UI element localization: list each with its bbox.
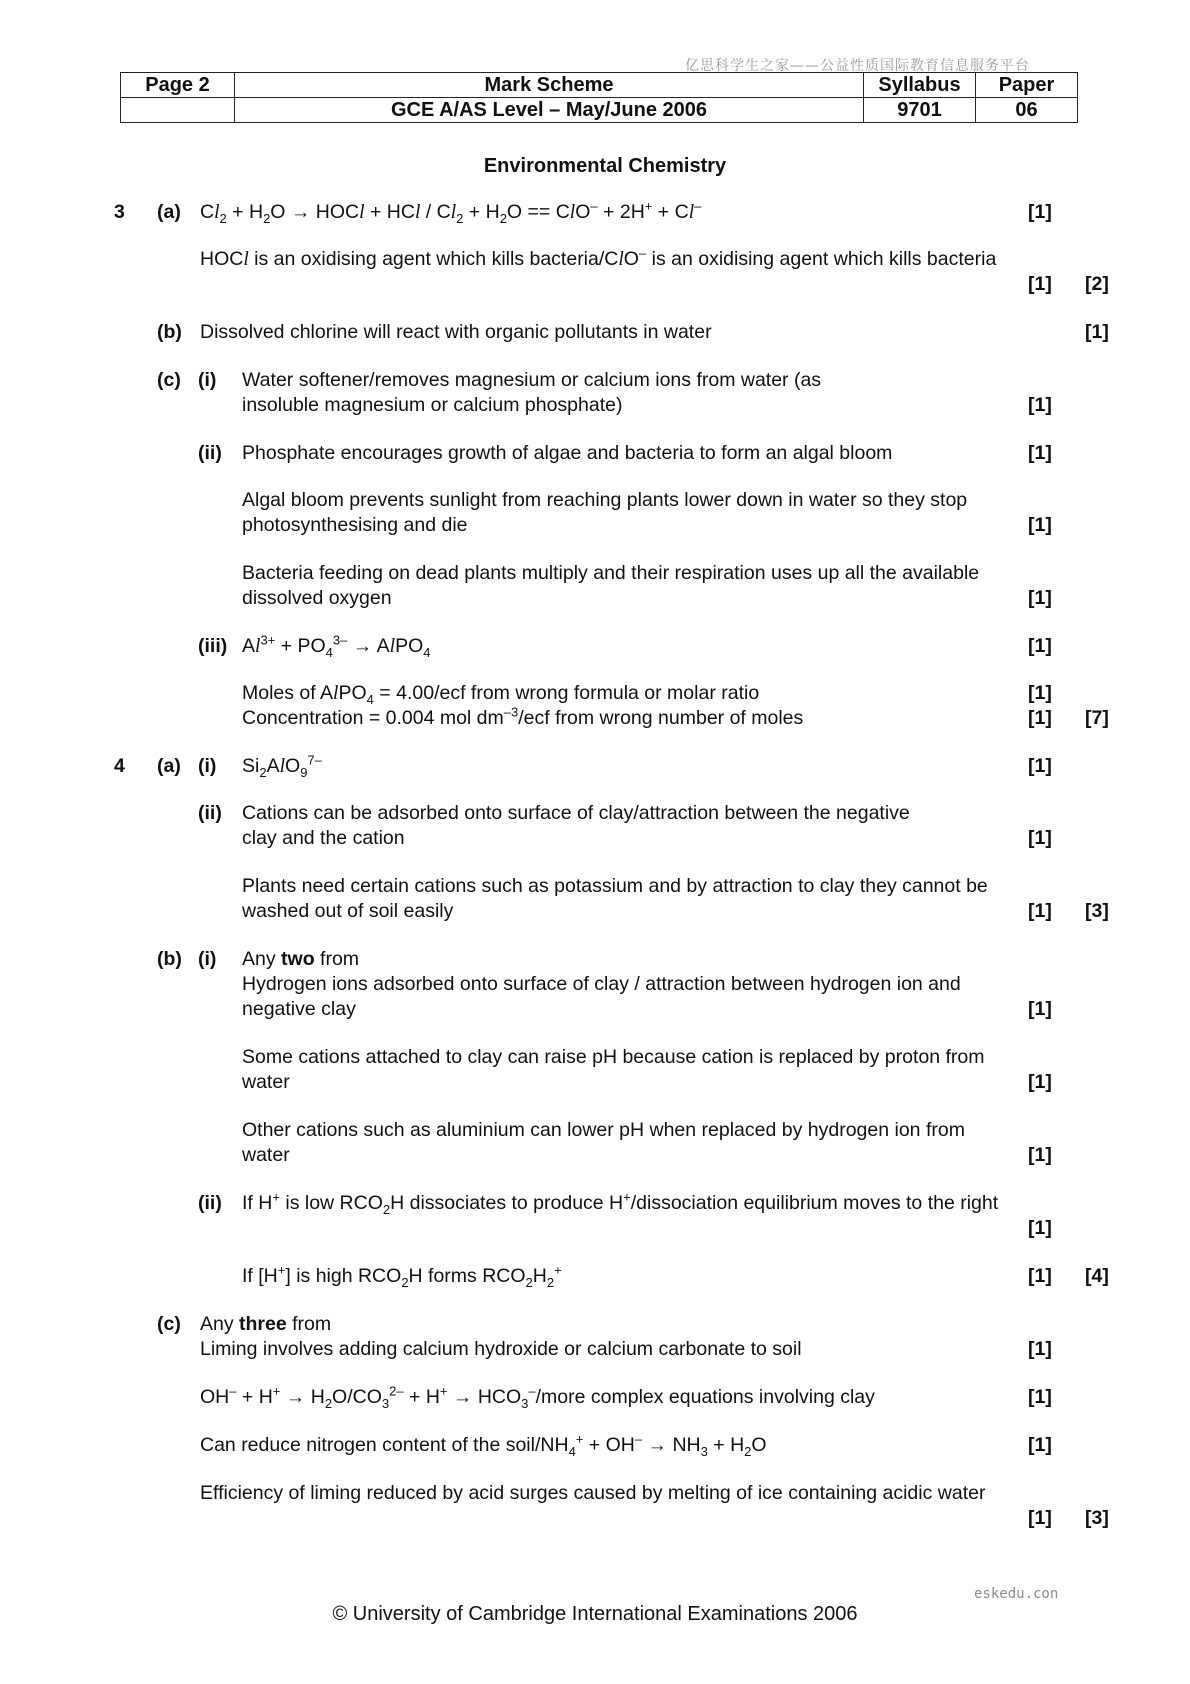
copyright-footer: © University of Cambridge International Examinations 2006 — [332, 1603, 858, 1625]
answer-4aii-2: Plants need certain cations such as potassium and by attraction to clay they cannot be washed out of soil easily — [242, 875, 988, 922]
answer-3a-oxidising: HOCl is an oxidising agent which kills bacteria/ClO– is an oxidising agent which kills bacteria — [200, 245, 997, 270]
mark: [1] — [1028, 1071, 1052, 1093]
part-label-3c: (c) — [157, 369, 181, 391]
mark: [1] — [1028, 900, 1052, 922]
mark: [1] — [1028, 1144, 1052, 1166]
watermark: 亿思科学生之家——公益性质国际教育信息服务平台 — [685, 58, 1030, 74]
mark: [1] — [1028, 394, 1052, 416]
answer-4bii-2: If [H+] is high $RCO_2H$ forms $RCO_2H_2^+$ — [242, 1262, 562, 1290]
mark: [1] — [1028, 1434, 1052, 1456]
equation-chlorine-water: $Cl_2 + H_2O$ → HOCl + HCl / $Cl_2 + H_2O == ClO^- + 2H^+ + Cl^-$ — [200, 198, 702, 226]
total-mark: [7] — [1085, 707, 1109, 729]
subpart-label-4bii: (ii) — [198, 1192, 222, 1214]
mark: [1] — [1028, 514, 1052, 536]
answer-4c-1: Liming involves adding calcium hydroxide or calcium carbonate to soil — [200, 1338, 802, 1360]
subpart-label-3cii: (ii) — [198, 442, 222, 464]
mark: [1] — [1028, 998, 1052, 1020]
total-mark: [4] — [1085, 1265, 1109, 1287]
mark: [1] — [1028, 1265, 1052, 1287]
mark: [1] — [1028, 273, 1052, 295]
total-mark: [1] — [1085, 321, 1109, 343]
total-mark: [2] — [1085, 273, 1109, 295]
subpart-label-4bi: (i) — [198, 948, 217, 970]
formula-silicate: $Si_2AlO_9^{7-}$ — [242, 752, 322, 780]
mark: [1] — [1028, 635, 1052, 657]
header-table — [120, 72, 1078, 123]
answer-3cii-3: Bacteria feeding on dead plants multiply and their respiration uses up all the available dissolved oxygen — [242, 562, 980, 609]
mark: [1] — [1028, 442, 1052, 464]
answer-3ciii-concentration: Concentration = 0.004 mol $dm^{-3}$/ecf from wrong number of moles — [242, 704, 804, 729]
exam-name: GCE A/AS Level – May/June 2006 — [235, 98, 864, 123]
mark: [1] — [1028, 707, 1052, 729]
equation-aluminium-phosphate: $Al^{3+} + PO_4^{3-}$ → AlPO$_4$ — [242, 632, 431, 660]
page-number: Page 2 — [121, 73, 235, 98]
total-mark: [3] — [1085, 900, 1109, 922]
answer-3ciii-moles: Moles of AlPO$_4$ = 4.00/ecf from wrong formula or molar ratio — [242, 682, 760, 707]
subpart-label-3ciii: (iii) — [198, 635, 228, 657]
paper-code: 06 — [976, 98, 1078, 123]
paper-label: Paper — [976, 73, 1078, 98]
mark: [1] — [1028, 1507, 1052, 1529]
mark: [1] — [1028, 201, 1052, 223]
answer-4bi-3: Other cations such as aluminium can lower pH when replaced by hydrogen ion from water — [242, 1119, 965, 1166]
part-label-4c: (c) — [157, 1313, 181, 1335]
site-watermark: eskedu.con — [974, 1586, 1059, 1602]
mark: [1] — [1028, 1217, 1052, 1239]
answer-4c-3: Can reduce nitrogen content of the soil/$NH_4^+ + OH^- \to NH_3 + H_2O$ — [200, 1431, 767, 1459]
answer-3cii-1: Phosphate encourages growth of algae and bacteria to form an algal bloom — [242, 442, 893, 464]
answer-4bi-2: Some cations attached to clay can raise pH because cation is replaced by proton from water — [242, 1046, 985, 1093]
subpart-label-4aii: (ii) — [198, 802, 222, 824]
part-label-4a: (a) — [157, 755, 181, 777]
subpart-label-4ai: (i) — [198, 755, 217, 777]
document-title: Mark Scheme — [235, 73, 864, 98]
section-title: Environmental Chemistry — [483, 155, 727, 177]
part-label-3b: (b) — [157, 321, 182, 343]
syllabus-label: Syllabus — [864, 73, 976, 98]
total-mark: [3] — [1085, 1507, 1109, 1529]
mark: [1] — [1028, 682, 1052, 704]
answer-3ci: Water softener/removes magnesium or calcium ions from water (as insoluble magnesium or calcium phosphate) — [242, 369, 822, 416]
mark: [1] — [1028, 755, 1052, 777]
header-blank-cell — [121, 98, 235, 123]
part-label-3a: (a) — [157, 201, 181, 223]
syllabus-code: 9701 — [864, 98, 976, 123]
question-number-3: 3 — [114, 201, 125, 223]
answer-4c-4: Efficiency of liming reduced by acid surges caused by melting of ice containing acidic water — [200, 1482, 986, 1504]
question-number-4: 4 — [114, 755, 125, 777]
instruction-any-three: Any three from — [200, 1313, 332, 1335]
answer-4c-2: $OH^- + H^+ \to H_2O/CO_3^{2-} + H^+$ → $HCO_3^-$/more complex equations involving clay — [200, 1383, 875, 1411]
mark: [1] — [1028, 1386, 1052, 1408]
answer-4bii-1: If H+ is low $RCO_2H$ dissociates to produce H+/dissociation equilibrium moves to the right — [242, 1189, 999, 1217]
answer-3b: Dissolved chlorine will react with organic pollutants in water — [200, 321, 712, 343]
part-label-4b: (b) — [157, 948, 182, 970]
mark: [1] — [1028, 827, 1052, 849]
answer-3cii-2: Algal bloom prevents sunlight from reaching plants lower down in water so they stop photosynthesising and die — [242, 489, 968, 536]
subpart-label-3ci: (i) — [198, 369, 217, 391]
answer-4bi-1: Hydrogen ions adsorbed onto surface of clay / attraction between hydrogen ion and negative clay — [242, 973, 961, 1020]
mark: [1] — [1028, 587, 1052, 609]
answer-4aii-1: Cations can be adsorbed onto surface of clay/attraction between the negative clay and the cation — [242, 802, 910, 849]
mark: [1] — [1028, 1338, 1052, 1360]
instruction-any-two: Any two from — [242, 948, 360, 970]
